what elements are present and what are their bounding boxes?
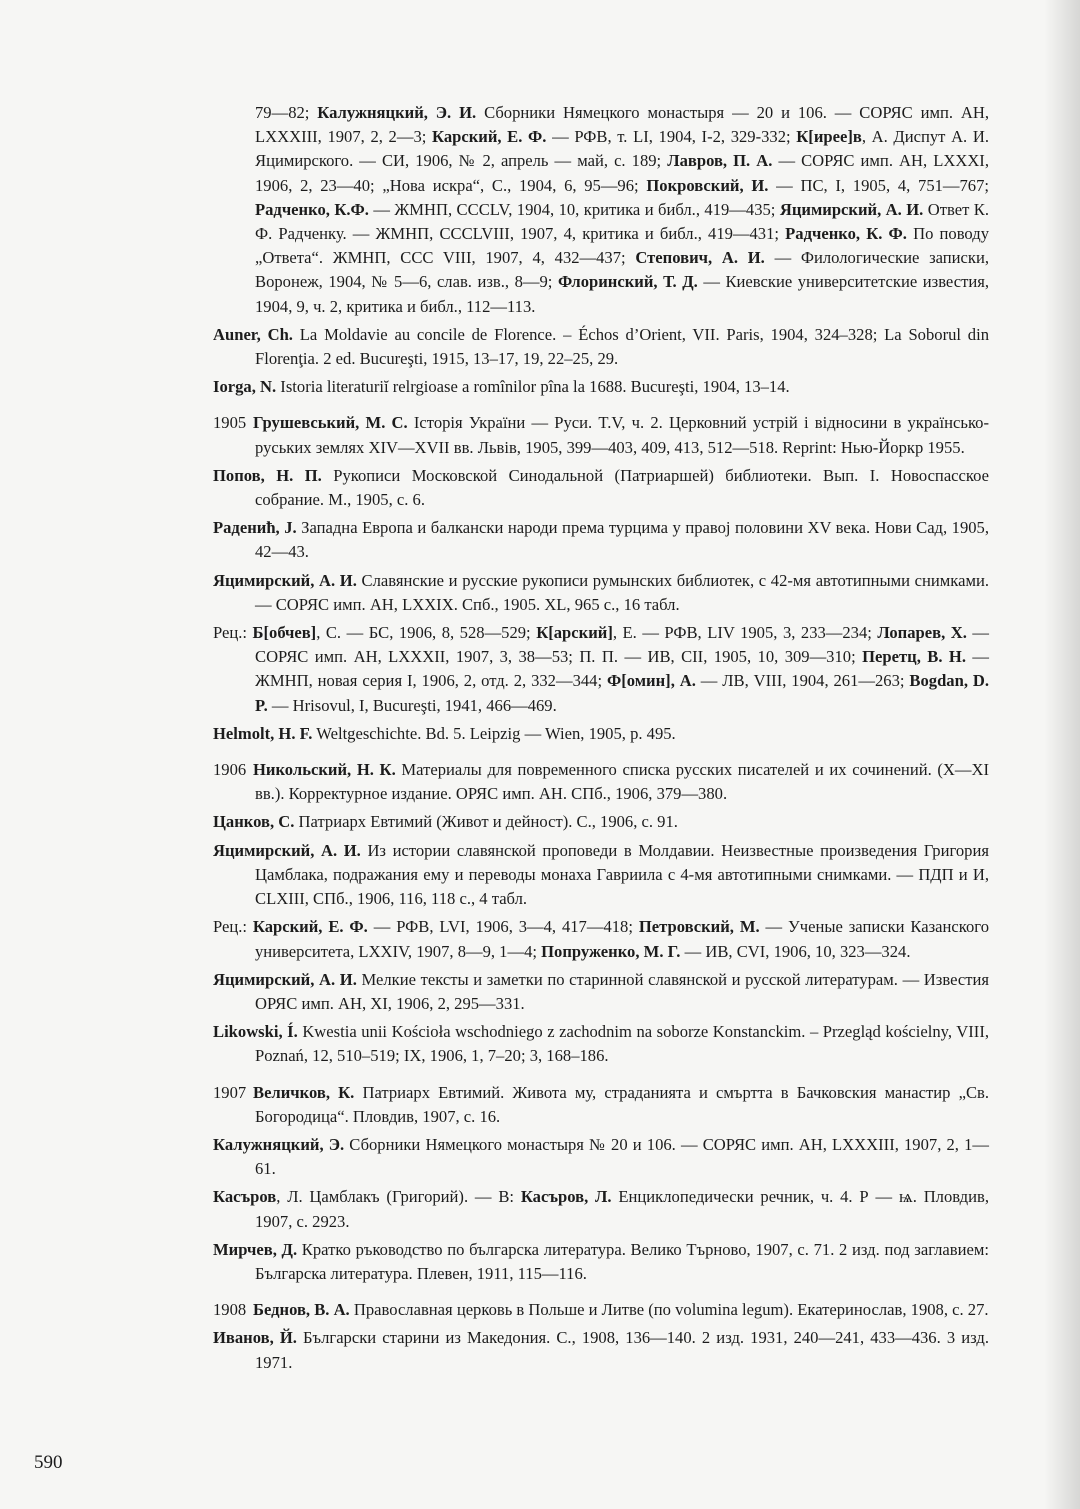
- bibliography-list: [213, 101, 989, 1379]
- author-name: Цанков, С.: [213, 812, 295, 832]
- entry-text: — СОРЯС имп. АН, LXXXII, 1907, 3, 38—53; П. П. — ИВ, CII, 1905, 10, 309—310;: [255, 623, 989, 667]
- bibliography-entry: [213, 1238, 989, 1286]
- author-name: Беднов, В. А.: [253, 1300, 350, 1320]
- author-name: Касъров: [213, 1187, 277, 1207]
- page-number: 590: [34, 1452, 63, 1473]
- entry-text: — ЖМНП, новая серия I, 1906, 2, отд. 2, 332—344;: [255, 647, 990, 691]
- author-name: Лопарев, Х.: [877, 623, 967, 643]
- bibliography-year-entry: [213, 1081, 989, 1129]
- entry-text: Материалы для повременного списка русских писателей и их сочинений. (X—XI вв.). Корректурное издание. ОРЯС имп. АН. СПб., 1906, 379—380.: [255, 760, 989, 804]
- author-name: Радченко, К. Ф.: [785, 224, 907, 244]
- entry-text: , Е. — РФВ, LIV 1905, 3, 233—234;: [612, 623, 878, 643]
- entry-text: — Киевские университетские известия, 1904, 9, ч. 2, критика и библ., 112—113.: [255, 272, 989, 316]
- bibliography-entry: [213, 1020, 989, 1068]
- author-name: Покровский, И.: [646, 175, 769, 195]
- entry-text: — РФВ, LVI, 1906, 3—4, 417—418;: [367, 917, 639, 937]
- author-name: Auner, Ch.: [213, 324, 293, 344]
- entry-text: Славянские и русские рукописи румынских библиотек, с 42-мя автотипными снимками. — СОРЯС имп. АН, LXXIX. Спб., 1905. XL, 965 с., 16 табл.: [255, 570, 989, 614]
- entry-text: Патриарх Евтимий. Живота му, страданията и смъртта в Бачковския манастир „Св. Богородица“. Пловдив, 1907, с. 16.: [255, 1082, 989, 1126]
- author-name: Яцимирский, А. И.: [213, 570, 357, 590]
- entry-text: Енциклопедически речник, ч. 4. Р — ѩ. Пловдив, 1907, с. 2923.: [255, 1187, 989, 1231]
- entry-text: — ИВ, CVI, 1906, 10, 323—324.: [680, 941, 911, 961]
- entry-text: Православная церковь в Польше и Литве (по volumina legum). Екатеринослав, 1908, с. 27.: [349, 1300, 989, 1320]
- entry-text: La Moldavie au concile de Florence. – Échos d’Orient, VII. Paris, 1904, 324–328; La Soborul din Florenţia. 2 ed. Bucureşti, 1915, 13–17, 19, 22–25, 29.: [255, 324, 990, 369]
- entry-text: — ЖМНП, CCCLV, 1904, 10, критика и библ., 419—435;: [368, 199, 780, 219]
- page-edge-shadow: [1044, 0, 1080, 1509]
- author-name: Лавров, П. А.: [667, 151, 773, 171]
- bibliography-entry: [213, 915, 989, 963]
- author-name: К[ирее]в: [796, 127, 862, 147]
- bibliography-entry: [213, 569, 989, 617]
- entry-text: — РФВ, т. LI, 1904, I-2, 329-332;: [546, 127, 797, 147]
- bibliography-entry: [213, 516, 989, 564]
- bibliography-entry: [213, 839, 989, 912]
- entry-text: Сборники Нямецкого монастыря № 20 и 106. — СОРЯС имп. АН, LXXXIII, 1907, 2, 1—61.: [255, 1134, 989, 1179]
- entry-text: Български старини из Македония. С., 1908, 136—140. 2 изд. 1931, 240—241, 433—436. 3 изд. 1971.: [255, 1328, 989, 1372]
- author-name: Bogdan, D. P.: [255, 671, 990, 715]
- bibliography-entry: [213, 323, 989, 371]
- author-name: Карский, Е. Ф.: [252, 917, 368, 937]
- entry-text: — ПС, I, 1905, 4, 751—767;: [768, 175, 990, 195]
- entry-text: Рец.:: [213, 623, 253, 643]
- author-name: Мирчев, Д.: [213, 1239, 298, 1259]
- bibliography-year-entry: [213, 1298, 989, 1322]
- author-name: Яцимирский, А. И.: [213, 969, 357, 989]
- author-name: Грушевський, М. С.: [253, 413, 408, 433]
- entry-text: — Ученые записки Казанского университета, LXXIV, 1907, 8—9, 1—4;: [255, 917, 989, 961]
- author-name: Яцимирский, А. И.: [213, 840, 361, 860]
- author-name: Попов, Н. П.: [213, 465, 322, 485]
- entry-text: — ЛВ, VIII, 1904, 261—263;: [695, 671, 910, 691]
- author-name: Карский, Е. Ф.: [432, 127, 547, 147]
- entry-text: , С. — БС, 1906, 8, 528—529;: [316, 623, 537, 643]
- author-name: Касъров, Л.: [520, 1187, 612, 1207]
- entry-text: , А. Диспут А. И. Яцимирского. — СИ, 1906, № 2, апрель — май, с. 189;: [255, 127, 989, 171]
- entry-year: 1908: [213, 1300, 247, 1320]
- bibliography-entry: [213, 1133, 989, 1181]
- bibliography-entry: [213, 1326, 989, 1374]
- entry-text: Кратко ръководство по българска литература. Велико Търново, 1907, с. 71. 2 изд. под заглавием: Българска литература. Плевен, 1911, 115—116.: [255, 1239, 989, 1283]
- entry-text: Мелкие тексты и заметки по старинной славянской и русской литературам. — Известия ОРЯС имп. АН, XI, 1906, 2, 295—331.: [255, 969, 989, 1013]
- entry-text: Западна Европа и балкански народи према турцима у правој половини XV века. Нови Сад, 1905, 42—43.: [255, 518, 989, 562]
- author-name: Перетц, В. Н.: [862, 647, 966, 667]
- entry-text: Из истории славянской проповеди в Молдавии. Неизвестные произведения Григория Цамблака, подражания ему и переводы монаха Гавриила с 4-мя автотипными снимками. — ПДП и И, CLXIII, СПб., 1906, 116, 118 с., 4 табл.: [255, 840, 989, 909]
- author-name: Иванов, Й.: [213, 1328, 297, 1348]
- entry-text: Патриарх Евтимий (Живот и дейност). С., 1906, с. 91.: [294, 812, 678, 832]
- entry-text: , Л. Цамблакъ (Григорий). — В:: [276, 1187, 521, 1207]
- author-name: Никольский, Н. К.: [253, 760, 396, 780]
- bibliography-entry: [213, 810, 989, 834]
- entry-text: Weltgeschichte. Bd. 5. Leipzig — Wien, 1905, p. 495.: [312, 723, 676, 743]
- author-name: К[арский]: [536, 623, 613, 643]
- author-name: Флоринский, Т. Д.: [557, 272, 698, 292]
- bibliography-entry: [213, 621, 989, 718]
- bibliography-entry: [213, 1185, 989, 1233]
- author-name: Ф[омин], А.: [606, 671, 696, 691]
- bibliography-year-entry: [213, 411, 989, 459]
- author-name: Iorga, N.: [213, 377, 277, 397]
- author-name: Попруженко, М. Г.: [541, 941, 681, 961]
- entry-text: Рукописи Московской Синодальной (Патриаршей) библиотеки. Вып. I. Новоспасское собрание. М., 1905, с. 6.: [255, 465, 989, 510]
- entry-year: 1905: [213, 413, 247, 433]
- entry-text: Kwestia unii Kościoła wschodniego z zachodnim na soborze Konstanckim. – Przegląd kościelny, VIII, Poznań, 12, 510–519; IX, 1906, 1, 7–20; 3, 168–186.: [255, 1022, 989, 1066]
- entry-text: Сборники Нямецкого монастыря — 20 и 106. — СОРЯС имп. АН, LXXXIII, 1907, 2, 2—3;: [255, 103, 989, 147]
- bibliography-entry: [213, 101, 989, 319]
- bibliography-year-entry: [213, 758, 989, 806]
- bibliography-entry: [213, 722, 989, 746]
- author-name: Калужняцкий, Э.: [213, 1134, 345, 1154]
- bibliography-entry: [213, 375, 989, 399]
- entry-text: Історія України — Руси. T.V, ч. 2. Церковний устрій і відносини в українсько-руських землях XIV—XVII вв. Львів, 1905, 399—403, 409, 413, 512—518. Reprint: Нью-Йоркр 1955.: [255, 413, 989, 457]
- entry-text: Istoria literaturiĭ relrgioase a romînilor pîna la 1688. Bucureşti, 1904, 13–14.: [276, 377, 790, 397]
- entry-text: — СОРЯС имп. АН, LXXXI, 1906, 2, 23—40; „Нова искра“, С., 1904, 6, 95—96;: [255, 151, 989, 195]
- author-name: Величков, К.: [253, 1082, 355, 1102]
- entry-year: 1906: [213, 760, 247, 780]
- entry-text: Рец.:: [213, 917, 253, 937]
- author-name: Степович, А. И.: [635, 248, 765, 268]
- entry-text: — Hrisovul, I, Bucureşti, 1941, 466—469.: [267, 695, 557, 715]
- entry-text: 79—82;: [255, 103, 318, 122]
- author-name: Яцимирский, А. И.: [779, 199, 924, 219]
- entry-text: Ответ К. Ф. Радченку. — ЖМНП, CCCLVIII, 1907, 4, критика и библ., 419—431;: [255, 199, 989, 244]
- author-name: Helmolt, H. F.: [213, 723, 313, 743]
- author-name: Калужняцкий, Э. И.: [317, 103, 477, 122]
- entry-text: По поводу „Ответа“. ЖМНП, CCC VIII, 1907, 4, 432—437;: [255, 224, 989, 268]
- author-name: Б[обчев]: [252, 623, 317, 643]
- author-name: Раденић, J.: [213, 518, 297, 538]
- bibliography-entry: [213, 464, 989, 512]
- author-name: Likowski, Í.: [213, 1022, 298, 1042]
- entry-text: — Филологические записки, Воронеж, 1904, № 5—6, слав. изв., 8—9;: [255, 248, 989, 292]
- entry-year: 1907: [213, 1082, 247, 1102]
- author-name: Радченко, К.Ф.: [255, 199, 369, 219]
- author-name: Петровский, М.: [638, 917, 760, 937]
- bibliography-entry: [213, 968, 989, 1016]
